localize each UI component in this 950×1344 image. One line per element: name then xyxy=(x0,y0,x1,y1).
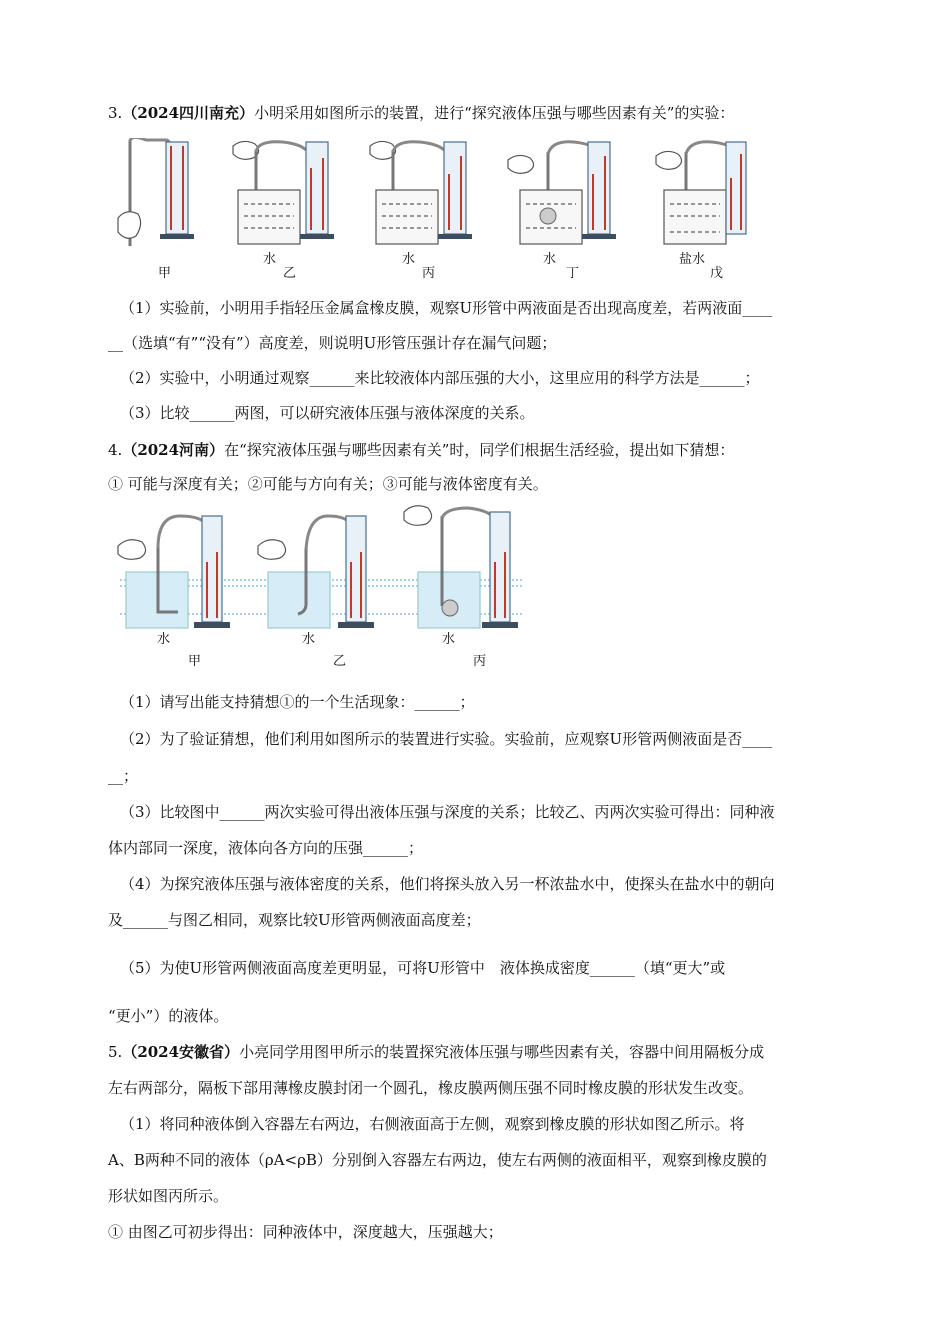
q3-apparatus-d xyxy=(508,142,616,244)
q4-figure xyxy=(108,502,528,632)
q3-fig-label-c: 丙 xyxy=(422,266,436,281)
q4-fig-liquid-a: 水 xyxy=(157,632,171,647)
q4-apparatus-a xyxy=(118,516,230,628)
q3-fig-liquid-e: 盐水 xyxy=(679,252,706,267)
q3-fig-label-a: 甲 xyxy=(158,266,172,281)
q3-source: （2024四川南充） xyxy=(122,104,255,122)
q3-apparatus-b xyxy=(233,141,334,244)
q4-fig-label-b: 乙 xyxy=(333,654,347,669)
q4-sub2-line1: （2）为了验证猜想，他们利用如图所示的装置进行实验。实验前，应观察U形管两侧液面是否____ xyxy=(120,730,773,748)
q3-figure xyxy=(108,138,748,283)
q4-sub5-line1: （5）为使U形管两侧液面高度差更明显，可将U形管中 液体换成密度______（填“更大”或 xyxy=(120,959,726,977)
q5-sub1-line4: ① 由图乙可初步得出：同种液体中，深度越大，压强越大； xyxy=(108,1223,503,1241)
q4-apparatus-c xyxy=(404,506,518,628)
q4-sub4-line2: 及______与图乙相同，观察比较U形管两侧液面高度差； xyxy=(108,911,481,929)
q4-sub5-line2: “更小”）的液体。 xyxy=(108,1007,229,1025)
q4-fig-label-a: 甲 xyxy=(188,654,202,669)
q4-stem: 在“探究液体压强与哪些因素有关”时，同学们根据生活经验，提出如下猜想： xyxy=(224,441,735,459)
q5-stem: 小亮同学用图甲所示的装置探究液体压强与哪些因素有关，容器中间用隔板分成 xyxy=(239,1043,765,1061)
q4-sub1: （1）请写出能支持猜想①的一个生活现象：______； xyxy=(120,693,475,711)
q3-stem-line xyxy=(108,103,734,123)
q4-stem-line xyxy=(108,440,734,460)
q5-sub1-line2: A、B两种不同的液体（ρA<ρB）分别倒入容器左右两边，使左右两侧的液面相平，观察到橡皮膜的 xyxy=(108,1151,767,1169)
q4-sub3-line1: （3）比较图中______两次实验可得出液体压强与深度的关系；比较乙、丙两次实验可得出：同种液 xyxy=(120,803,775,821)
q3-fig-liquid-b: 水 xyxy=(263,252,277,267)
q3-number: 3. xyxy=(108,104,123,122)
q3-fig-label-b: 乙 xyxy=(283,266,297,281)
q4-number: 4. xyxy=(108,441,123,459)
q3-apparatus-c xyxy=(370,141,472,244)
q3-sub2: （2）实验中，小明通过观察______来比较液体内部压强的大小，这里应用的科学方法是______； xyxy=(120,369,760,387)
q3-sub1-line1: （1）实验前，小明用手指轻压金属盒橡皮膜，观察U形管中两液面是否出现高度差，若两液面____ xyxy=(120,299,773,317)
q3-stem: 小明采用如图所示的装置，进行“探究液体压强与哪些因素有关”的实验： xyxy=(254,104,735,122)
q5-stem-line xyxy=(108,1042,764,1062)
q4-fig-liquid-c: 水 xyxy=(442,632,456,647)
q5-sub1-line3: 形状如图丙所示。 xyxy=(108,1187,229,1205)
q4-fig-label-c: 丙 xyxy=(473,654,487,669)
q5-source: （2024安徽省） xyxy=(122,1043,240,1061)
q4-fig-liquid-b: 水 xyxy=(302,632,316,647)
q3-sub1-line2: __（选填“有”“没有”）高度差，则说明U形管压强计存在漏气问题； xyxy=(108,334,557,352)
q4-apparatus-b xyxy=(258,516,374,628)
q4-source: （2024河南） xyxy=(122,441,225,459)
q3-apparatus-e xyxy=(656,142,746,244)
q4-sub3-line2: 体内部同一深度，液体向各方向的压强______； xyxy=(108,839,424,857)
q3-sub3: （3）比较______两图，可以研究液体压强与液体深度的关系。 xyxy=(120,404,535,422)
q4-guesses: ① 可能与深度有关；②可能与方向有关；③可能与液体密度有关。 xyxy=(108,475,548,493)
q3-fig-liquid-d: 水 xyxy=(543,252,557,267)
q4-sub4-line1: （4）为探究液体压强与液体密度的关系，他们将探头放入另一杯浓盐水中，使探头在盐水中的朝向 xyxy=(120,875,775,893)
q5-number: 5. xyxy=(108,1043,123,1061)
q3-fig-label-e: 戊 xyxy=(710,266,724,281)
q5-stem-line2: 左右两部分，隔板下部用薄橡皮膜封闭一个圆孔，橡皮膜两侧压强不同时橡皮膜的形状发生改变。 xyxy=(108,1079,754,1097)
q4-sub2-line2: __； xyxy=(108,767,139,785)
q5-sub1-line1: （1）将同种液体倒入容器左右两边，右侧液面高于左侧，观察到橡皮膜的形状如图乙所示。将 xyxy=(120,1115,745,1133)
q3-fig-liquid-c: 水 xyxy=(402,252,416,267)
q3-fig-label-d: 丁 xyxy=(566,266,580,281)
q3-apparatus-a xyxy=(118,138,194,246)
